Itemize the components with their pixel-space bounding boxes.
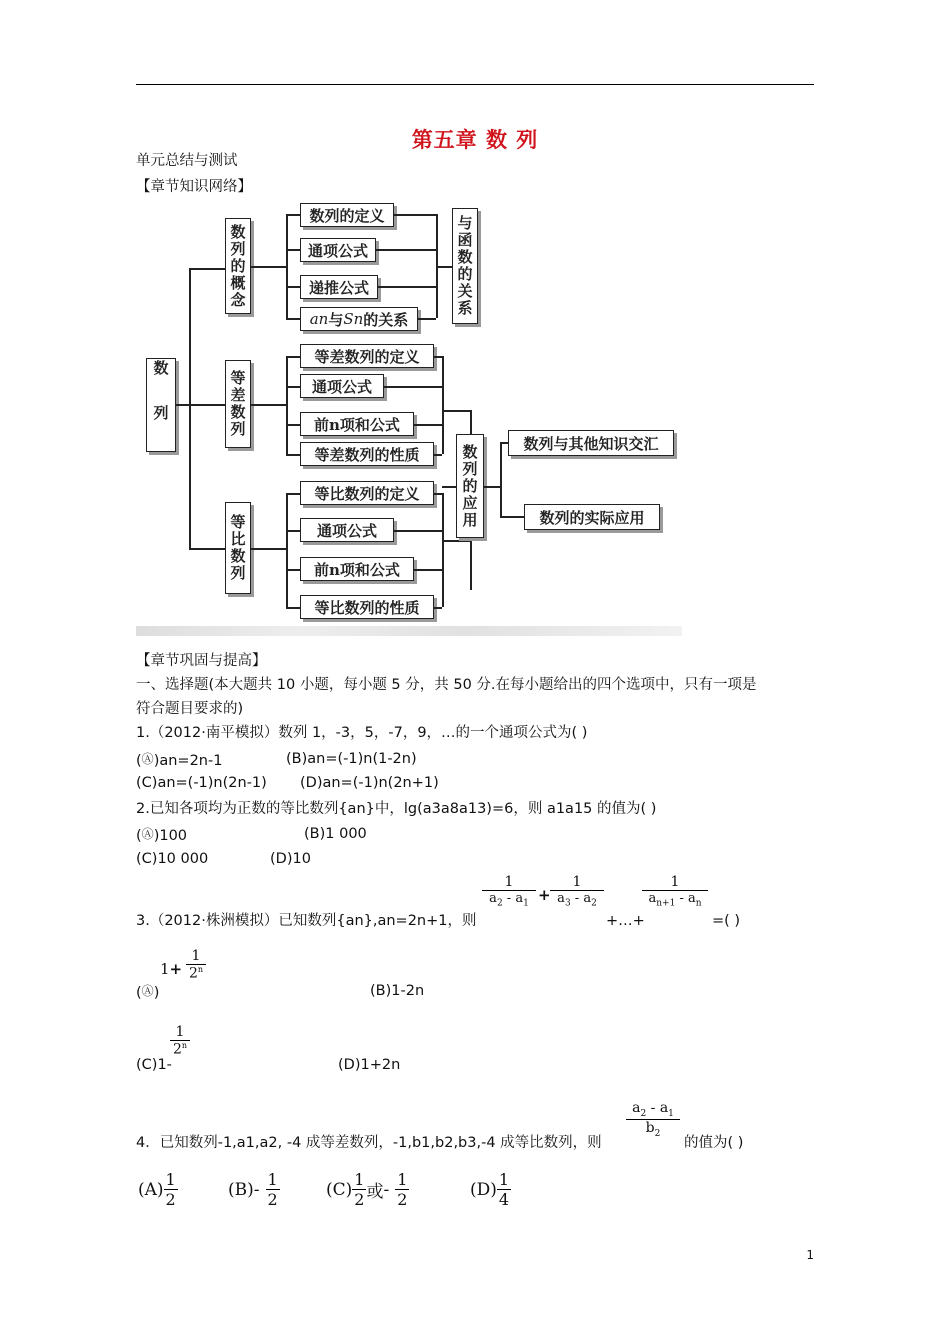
q3-option-a: (Ⓐ) — [136, 984, 160, 1001]
q3-a-frac: 1 2$^n$ — [186, 948, 206, 982]
an-symbol: an — [309, 310, 329, 328]
q2-stem: 2.已知各项均为正数的等比数列{an}中，lg(a3a8a13)=6，则 a1a15 的值为( ) — [136, 801, 657, 817]
knowledge-network-diagram — [136, 196, 682, 636]
q2-option-c: (C)10 000 — [136, 851, 209, 867]
q1-option-a: (Ⓐ)an=2n-1 — [136, 752, 223, 769]
arith-item-formula: 通项公式 — [300, 374, 384, 398]
and-label: 与 — [328, 310, 344, 329]
q3-frac-1: 1 $a_2 - a_1$ — [482, 874, 536, 909]
concept-item-definition: 数列的定义 — [300, 203, 394, 227]
application-item-crossover: 数列与其他知识交汇 — [508, 430, 674, 456]
option-a-mark: Ⓐ — [141, 752, 154, 766]
q4-tail: 的值为( ) — [684, 1135, 744, 1151]
header-rule — [136, 84, 814, 85]
q1-stem: 1.（2012·南平模拟）数列 1，-3，5，-7，9，…的一个通项公式为( ) — [136, 725, 588, 741]
option-a-mark: Ⓐ — [141, 827, 154, 841]
q4-stem: 4．已知数列-1,a1,a2, -4 成等差数列，-1,b1,b2,b3,-4 成等比数列，则 — [136, 1135, 602, 1151]
q3-option-d: (D)1+2n — [338, 1057, 401, 1073]
q3-option-b: (B)1-2n — [370, 983, 425, 999]
geom-box: 等比数列 — [225, 502, 251, 594]
q3-frac-n: 1 $a_{n+1} - a_n$ — [642, 874, 708, 909]
q4-option-d: (D) 1 4 — [470, 1170, 510, 1209]
application-box: 数列的应用 — [456, 434, 484, 538]
page-number: 1 — [806, 1248, 814, 1262]
q4-option-a: (A) 1 2 — [138, 1170, 176, 1209]
subtitle: 单元总结与测试 — [136, 153, 238, 169]
scan-strip — [136, 626, 682, 636]
option-a-mark: Ⓐ — [141, 984, 154, 998]
q3-stem: 3.（2012·株洲模拟）已知数列{an},an=2n+1，则 — [136, 913, 477, 929]
root-box: 数列 — [146, 358, 176, 452]
page-title: 第五章 数 列 — [411, 128, 539, 152]
concept-item-an-sn — [300, 307, 418, 331]
intro-line-1: 一、选择题(本大题共 10 小题，每小题 5 分，共 50 分.在每小题给出的四个选项中，只有一项是 — [136, 677, 757, 693]
q1-option-c: (C)an=(-1)n(2n-1) — [136, 775, 267, 791]
q3-plus: + — [538, 886, 551, 904]
concept-item-recursive: 递推公式 — [300, 275, 378, 299]
geom-item-properties: 等比数列的性质 — [300, 595, 434, 619]
q4-frac: $a_2 - a_1$ $b_2$ — [626, 1100, 680, 1139]
concept-item-formula: 通项公式 — [300, 238, 376, 262]
q3-c-frac: 1 2$^n$ — [170, 1024, 190, 1058]
application-item-practical: 数列的实际应用 — [524, 504, 660, 530]
relation-suffix: 的关系 — [363, 310, 409, 329]
section-network-heading: 【章节知识网络】 — [136, 179, 252, 195]
geom-item-definition: 等比数列的定义 — [300, 481, 434, 505]
arith-item-sum: 前n项和公式 — [300, 412, 414, 436]
intro-line-2: 符合题目要求的) — [136, 701, 244, 717]
q3-tail: =( ) — [712, 913, 741, 929]
function-relation-box: 与函数的关系 — [452, 208, 478, 324]
q2-option-b: (B)1 000 — [304, 826, 367, 842]
or-label: 或 — [366, 1182, 384, 1202]
geom-item-sum: 前n项和公式 — [300, 557, 414, 581]
q3-dots: +…+ — [606, 913, 645, 929]
q2-option-d: (D)10 — [270, 851, 311, 867]
arith-item-definition: 等差数列的定义 — [300, 344, 434, 368]
q1-option-b: (B)an=(-1)n(1-2n) — [286, 751, 417, 767]
arith-box: 等差数列 — [225, 360, 251, 448]
q1-option-d: (D)an=(-1)n(2n+1) — [300, 775, 439, 791]
geom-item-formula: 通项公式 — [300, 518, 394, 542]
q3-a-expr: 1+ — [160, 960, 183, 978]
sn-symbol: Sn — [343, 310, 364, 328]
q2-option-a: (Ⓐ)100 — [136, 827, 188, 844]
q4-option-c: (C) 1 2 或 - 1 2 — [326, 1170, 408, 1209]
q4-option-b: (B)- 1 2 — [228, 1170, 278, 1209]
q3-frac-2: 1 $a_3 - a_2$ — [550, 874, 604, 909]
q3-option-c: (C)1- — [136, 1057, 172, 1073]
arith-item-properties: 等差数列的性质 — [300, 442, 434, 466]
section-review-heading: 【章节巩固与提高】 — [136, 653, 267, 669]
concept-box: 数列的概念 — [225, 218, 251, 314]
